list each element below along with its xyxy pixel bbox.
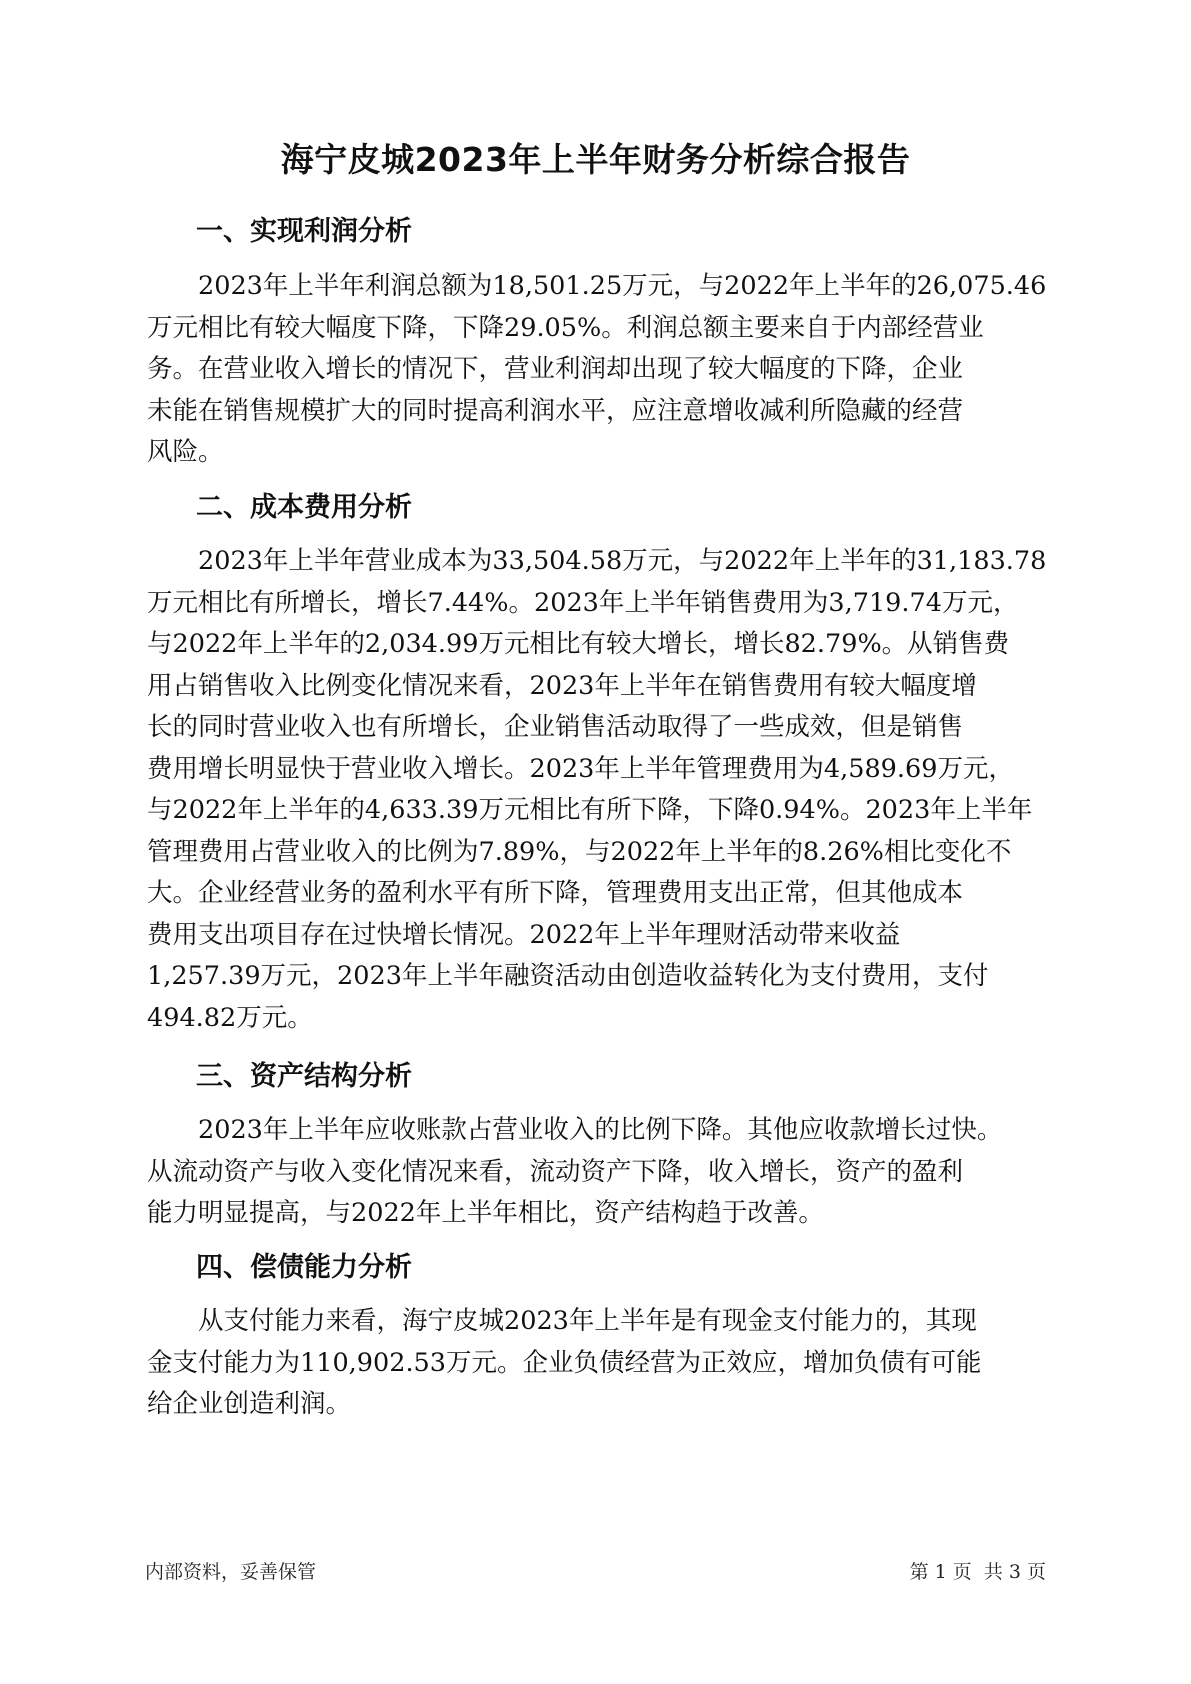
paragraph-line: 务。在营业收入增长的情况下，营业利润却出现了较大幅度的下降，企业	[147, 354, 964, 384]
paragraph-line: 1,257.39万元，2023年上半年融资活动由创造收益转化为支付费用，支付	[147, 961, 989, 991]
footer-page-indicator	[910, 1559, 1046, 1585]
paragraph-line: 2023年上半年应收账款占营业收入的比例下降。其他应收款增长过快。	[147, 1115, 1003, 1145]
section-paragraph-asset	[147, 1110, 1057, 1235]
section-heading-asset: 三、资产结构分析	[196, 1061, 412, 1092]
footer-confidential-note: 内部资料，妥善保管	[145, 1561, 317, 1583]
section-paragraph-profit	[147, 266, 1057, 474]
paragraph-line: 494.82万元。	[147, 1002, 313, 1033]
paragraph-line: 与2022年上半年的4,633.39万元相比有所下降，下降0.94%。2023年上半年	[147, 795, 1033, 825]
paragraph-line: 万元相比有较大幅度下降，下降29.05%。利润总额主要来自于内部经营业	[147, 312, 984, 343]
paragraph-line: 长的同时营业收入也有所增长，企业销售活动取得了一些成效，但是销售	[147, 712, 964, 742]
paragraph-line: 从支付能力来看，海宁皮城2023年上半年是有现金支付能力的，其现	[147, 1306, 977, 1336]
paragraph-line: 能力明显提高，与2022年上半年相比，资产结构趋于改善。	[147, 1198, 824, 1228]
footer-total-pages: 共 3 页	[983, 1561, 1046, 1583]
paragraph-line: 与2022年上半年的2,034.99万元相比有较大增长，增长82.79%。从销售费	[147, 629, 1010, 659]
paragraph-line: 风险。	[147, 437, 224, 467]
paragraph-line: 费用增长明显快于营业收入增长。2023年上半年管理费用为4,589.69万元，	[147, 753, 1014, 784]
paragraph-line: 2023年上半年营业成本为33,504.58万元，与2022年上半年的31,183.78	[147, 546, 1047, 576]
paragraph-line: 大。企业经营业务的盈利水平有所下降，管理费用支出正常，但其他成本	[147, 878, 964, 908]
paragraph-line: 万元相比有所增长，增长7.44%。2023年上半年销售费用为3,719.74万元，	[147, 587, 1019, 618]
section-paragraph-cost	[147, 541, 1057, 1039]
footer-page-number: 第 1 页	[909, 1561, 972, 1583]
paragraph-line: 费用支出项目存在过快增长情况。2022年上半年理财活动带来收益	[147, 919, 901, 950]
section-paragraph-solvency	[147, 1301, 1057, 1426]
section-heading-cost: 二、成本费用分析	[196, 492, 412, 523]
report-title: 海宁皮城2023年上半年财务分析综合报告	[280, 140, 911, 179]
paragraph-line: 未能在销售规模扩大的同时提高利润水平，应注意增收减利所隐藏的经营	[147, 395, 964, 426]
paragraph-line: 管理费用占营业收入的比例为7.89%，与2022年上半年的8.26%相比变化不	[147, 836, 1012, 867]
paragraph-line: 用占销售收入比例变化情况来看，2023年上半年在销售费用有较大幅度增	[147, 670, 977, 701]
section-heading-profit: 一、实现利润分析	[196, 216, 412, 247]
paragraph-line: 从流动资产与收入变化情况来看，流动资产下降，收入增长，资产的盈利	[147, 1156, 964, 1187]
paragraph-line: 给企业创造利润。	[147, 1389, 352, 1419]
paragraph-line: 2023年上半年利润总额为18,501.25万元，与2022年上半年的26,075.46	[147, 271, 1047, 301]
paragraph-line: 金支付能力为110,902.53万元。企业负债经营为正效应，增加负债有可能	[147, 1347, 982, 1378]
section-heading-solvency: 四、偿债能力分析	[196, 1252, 412, 1283]
